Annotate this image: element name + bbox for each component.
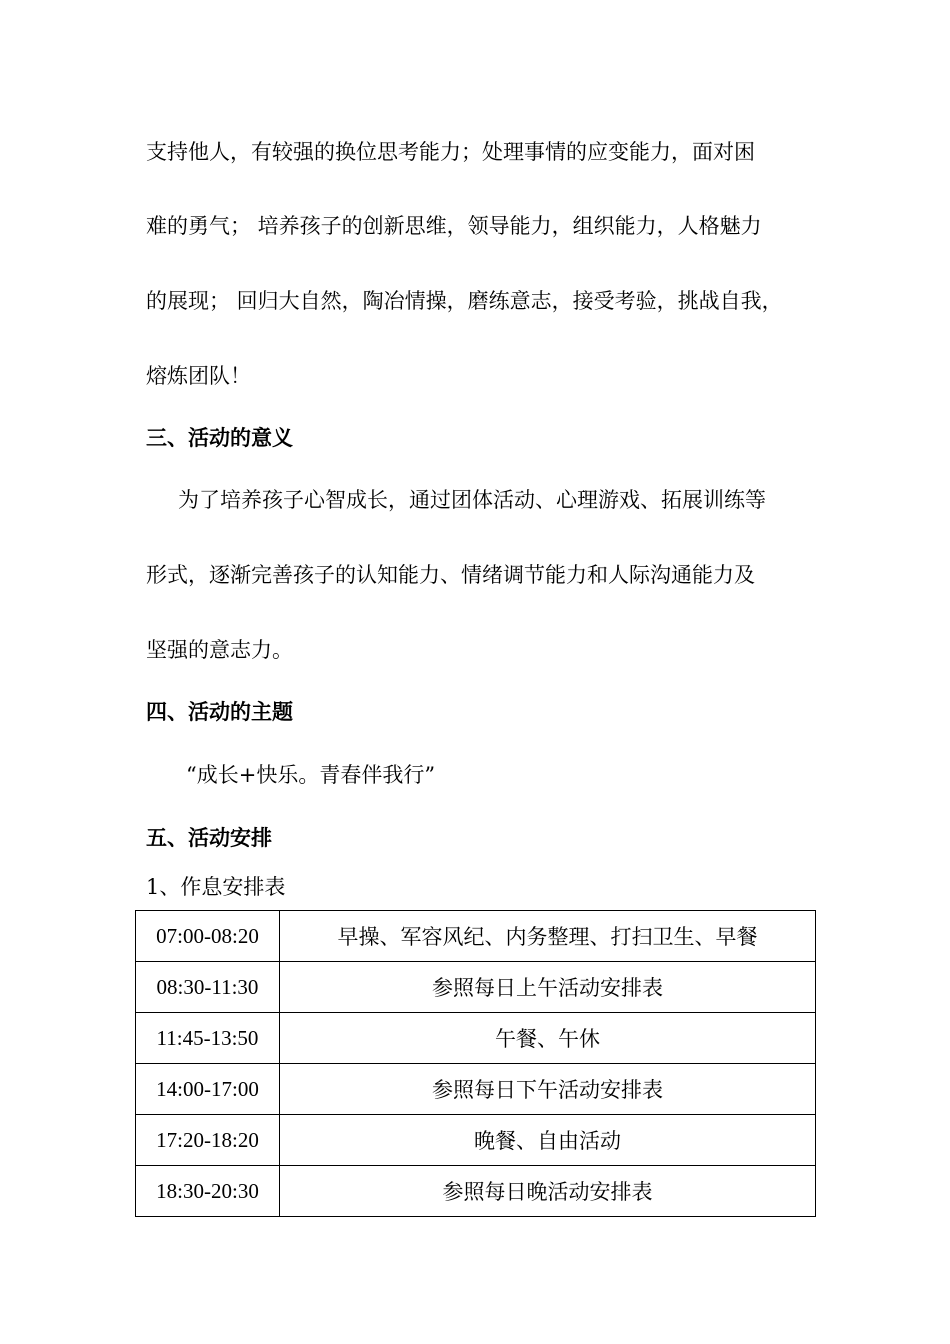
table-row bbox=[136, 1013, 816, 1064]
paragraph-line: 熔炼团队！ bbox=[146, 364, 251, 388]
time-cell: 17:20-18:20 bbox=[136, 1115, 280, 1166]
subheading: 1、作息安排表 bbox=[146, 875, 286, 899]
activity-cell: 午餐、午休 bbox=[280, 1013, 816, 1064]
paragraph-line: 的展现； 回归大自然，陶冶情操，磨练意志，接受考验，挑战自我， bbox=[146, 289, 783, 313]
paragraph-line: 形式，逐渐完善孩子的认知能力、情绪调节能力和人际沟通能力及 bbox=[146, 563, 755, 587]
time-cell: 14:00-17:00 bbox=[136, 1064, 280, 1115]
activity-cell: 参照每日下午活动安排表 bbox=[280, 1064, 816, 1115]
time-cell: 18:30-20:30 bbox=[136, 1166, 280, 1217]
theme-text: “成长+快乐。青春伴我行” bbox=[186, 763, 436, 787]
paragraph-line: 难的勇气； 培养孩子的创新思维，领导能力，组织能力，人格魅力 bbox=[146, 214, 762, 238]
time-cell: 11:45-13:50 bbox=[136, 1013, 280, 1064]
schedule-table bbox=[135, 910, 816, 1217]
paragraph-line: 为了培养孩子心智成长，通过团体活动、心理游戏、拓展训练等 bbox=[178, 488, 766, 512]
table-row bbox=[136, 1064, 816, 1115]
section-heading: 四、活动的主题 bbox=[146, 699, 293, 724]
activity-cell: 早操、军容风纪、内务整理、打扫卫生、早餐 bbox=[280, 911, 816, 962]
table-row bbox=[136, 1166, 816, 1217]
table-row bbox=[136, 911, 816, 962]
table-row bbox=[136, 962, 816, 1013]
paragraph-line: 坚强的意志力。 bbox=[146, 638, 293, 662]
section-heading: 五、活动安排 bbox=[146, 825, 272, 850]
activity-cell: 晚餐、自由活动 bbox=[280, 1115, 816, 1166]
table-row bbox=[136, 1115, 816, 1166]
time-cell: 07:00-08:20 bbox=[136, 911, 280, 962]
activity-cell: 参照每日晚活动安排表 bbox=[280, 1166, 816, 1217]
activity-cell: 参照每日上午活动安排表 bbox=[280, 962, 816, 1013]
time-cell: 08:30-11:30 bbox=[136, 962, 280, 1013]
paragraph-line: 支持他人，有较强的换位思考能力；处理事情的应变能力，面对困 bbox=[146, 140, 755, 164]
section-heading: 三、活动的意义 bbox=[146, 425, 293, 450]
